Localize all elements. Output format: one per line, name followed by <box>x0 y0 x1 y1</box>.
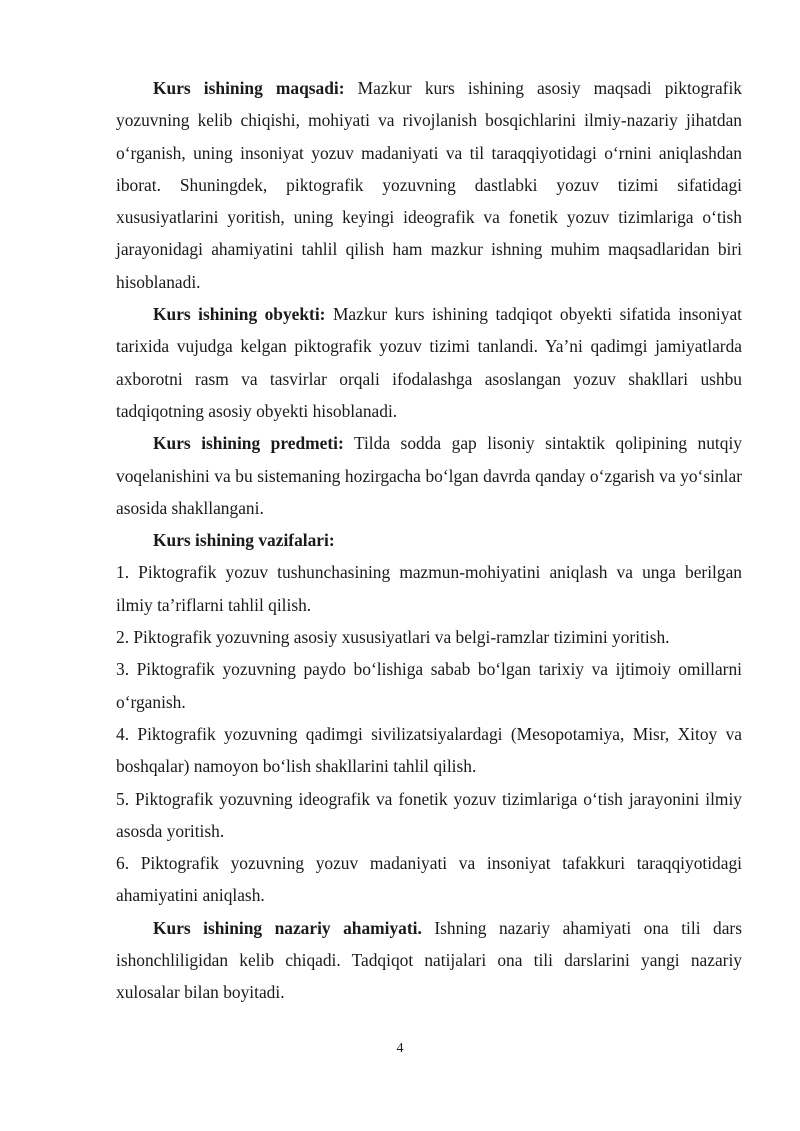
page-number: 4 <box>396 1041 404 1056</box>
predmet-heading: Kurs ishining predmeti: <box>153 433 344 454</box>
vazifa-item-4: 4. Piktografik yozuvning qadimgi sivilizatsiyalardagi (Mesopotamiya, Misr, Xitoy va boshqalar) namoyon bo‘lish shakllarini tahlil qilish. <box>116 723 742 777</box>
vazifalar-heading-paragraph <box>116 524 742 556</box>
vazifa-item-6: 6. Piktografik yozuvning yozuv madaniyati va insoniyat tafakkuri taraqqiyotidagi ahamiyatini aniqlash. <box>116 853 742 906</box>
obyekt-text: Mazkur kurs ishining tadqiqot obyekti sifatida insoniyat tarixida vujudga kelgan piktografik yozuv tizimi tanlandi. Ya’ni qadimgi jamiyatlarda axborotni rasm va tasvirlar orqali ifodalashga asoslangan yozuv shakllari ushbu tadqiqotning asosiy obyekti hisoblanadi. <box>116 304 742 421</box>
vazifa-item-1: 1. Piktografik yozuv tushunchasining mazmun-mohiyatini aniqlash va unga berilgan ilmiy ta’riflarni tahlil qilish. <box>116 562 742 615</box>
obyekt-paragraph <box>116 298 742 427</box>
vazifa-item-3: 3. Piktografik yozuvning paydo bo‘lishiga sabab bo‘lgan tarixiy va ijtimoiy omillarni o‘rganish. <box>116 659 742 712</box>
ahamiyat-heading: Kurs ishining nazariy ahamiyati. <box>153 917 422 938</box>
ahamiyat-paragraph <box>116 912 742 1009</box>
maqsad-text: Mazkur kurs ishining asosiy maqsadi piktografik yozuvning kelib chiqishi, mohiyati va rivojlanish bosqichlarini ilmiy-nazariy jihatdan o‘rganish, uning insoniyat yozuv madaniyati va til taraqqiyotidagi o‘rnini aniqlashdan iborat. Shuningdek, piktografik yozuvning dastlabki yozuv tizimi sifatidagi xususiyatlarini yoritish, uning keyingi ideografik va fonetik yozuv tizimlariga o‘tish jarayonidagi ahamiyatini tahlil qilish ham mazkur ishning muhim maqsadlaridan biri hisoblanadi. <box>116 78 742 292</box>
page-body <box>116 72 742 1009</box>
predmet-text: Tilda sodda gap lisoniy sintaktik qolipining nutqiy voqelanishini va bu sistemaning hozirgacha bo‘lgan davrda qanday o‘zgarish va yo‘sinlar asosida shakllangani. <box>116 433 742 518</box>
ahamiyat-text: Ishning nazariy ahamiyati ona tili dars ishonchliligidan kelib chiqadi. Tadqiqot natijalari ona tili darslarini yangi nazariy xulosalar bilan boyitadi. <box>116 917 742 1003</box>
vazifa-item-5: 5. Piktografik yozuvning ideografik va fonetik yozuv tizimlariga o‘tish jarayonini ilmiy asosda yoritish. <box>116 788 742 841</box>
obyekt-heading: Kurs ishining obyekti: <box>153 304 326 325</box>
predmet-paragraph <box>116 427 742 524</box>
maqsad-heading: Kurs ishining maqsadi: <box>153 78 345 98</box>
maqsad-paragraph <box>116 72 742 298</box>
vazifalar-heading: Kurs ishining vazifalari: <box>153 530 335 551</box>
vazifa-item-2: 2. Piktografik yozuvning asosiy xususiyatlari va belgi-ramzlar tizimini yoritish. <box>116 627 670 648</box>
